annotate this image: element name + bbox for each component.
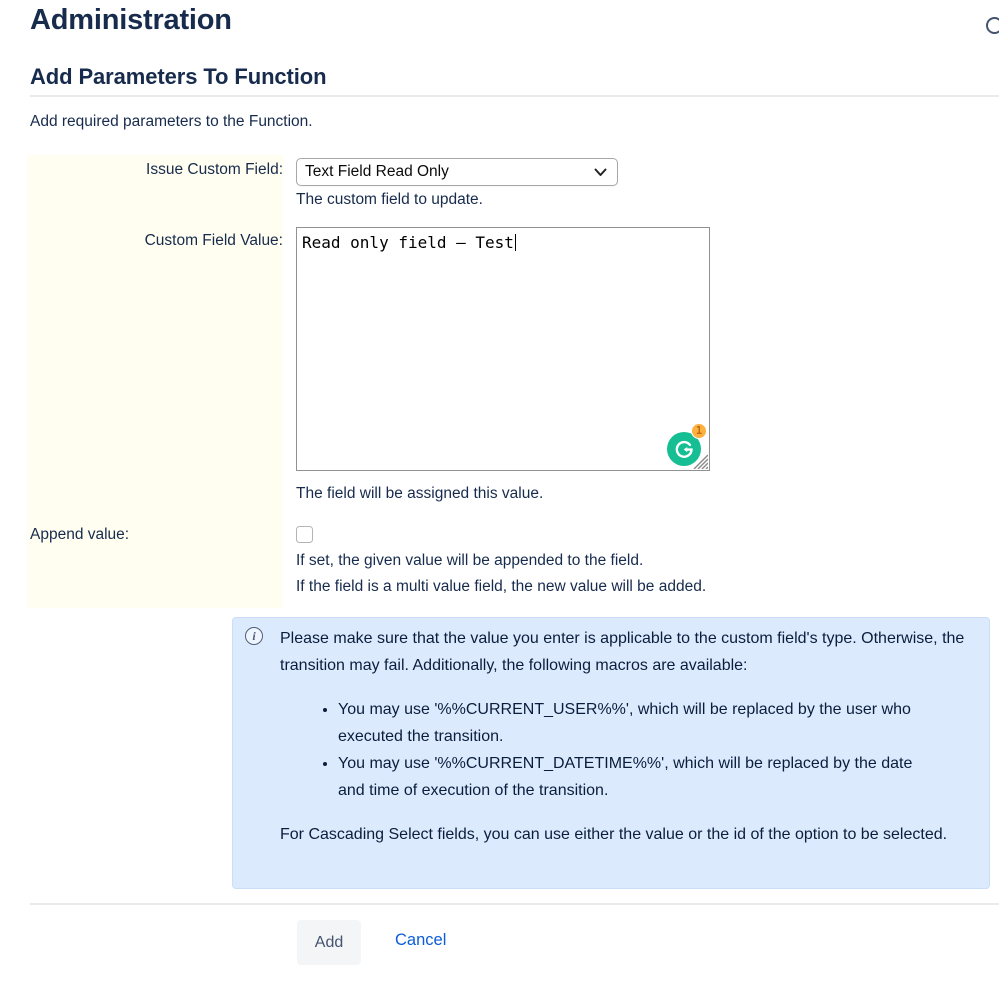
selected-option-text: Text Field Read Only <box>305 163 449 180</box>
info-message-box <box>232 617 990 889</box>
info-paragraph-1: Please make sure that the value you enter is applicable to the custom field's type. Otherwise, the transition may fail. Additionally, the following macros are available: <box>280 630 965 674</box>
info-macro-list <box>280 696 974 804</box>
issue-custom-field-label: Issue Custom Field: <box>146 161 283 178</box>
section-description: Add required parameters to the Function. <box>30 113 313 130</box>
append-value-checkbox[interactable] <box>296 526 313 543</box>
info-icon: i <box>245 627 263 645</box>
info-bullet-current-user: • You may use '%%CURRENT_USER%%', which will be replaced by the user who executed the transition. <box>338 696 974 750</box>
cancel-link[interactable]: Cancel <box>395 931 447 949</box>
append-value-help-1: If set, the given value will be appended to the field. <box>296 552 644 569</box>
add-button[interactable]: Add <box>297 920 361 965</box>
info-paragraph-2: For Cascading Select fields, you can use either the value or the id of the option to be selected. <box>280 826 948 843</box>
append-value-label: Append value: <box>30 526 130 543</box>
section-divider <box>30 95 999 97</box>
search-icon[interactable] <box>986 17 999 34</box>
issue-custom-field-select[interactable] <box>296 158 618 186</box>
custom-field-value-textarea[interactable] <box>296 227 710 471</box>
custom-field-value-label: Custom Field Value: <box>144 232 283 249</box>
issue-custom-field-help: The custom field to update. <box>296 191 483 208</box>
text-cursor <box>515 234 516 251</box>
resize-handle[interactable] <box>688 449 708 469</box>
custom-field-value-help: The field will be assigned this value. <box>296 485 544 502</box>
info-bullet-current-datetime: • You may use '%%CURRENT_DATETIME%%', which will be replaced by the date and time of execution of the transition. <box>338 750 974 804</box>
append-value-help-2: If the field is a multi value field, the new value will be added. <box>296 578 707 595</box>
page-title: Administration <box>30 4 232 36</box>
chevron-down-icon <box>594 168 607 177</box>
footer-divider <box>30 903 999 905</box>
grammarly-badge: 1 <box>691 423 707 439</box>
info-message-content <box>280 625 974 848</box>
section-title: Add Parameters To Function <box>30 64 327 89</box>
textarea-text: Read only field – Test <box>302 233 514 252</box>
